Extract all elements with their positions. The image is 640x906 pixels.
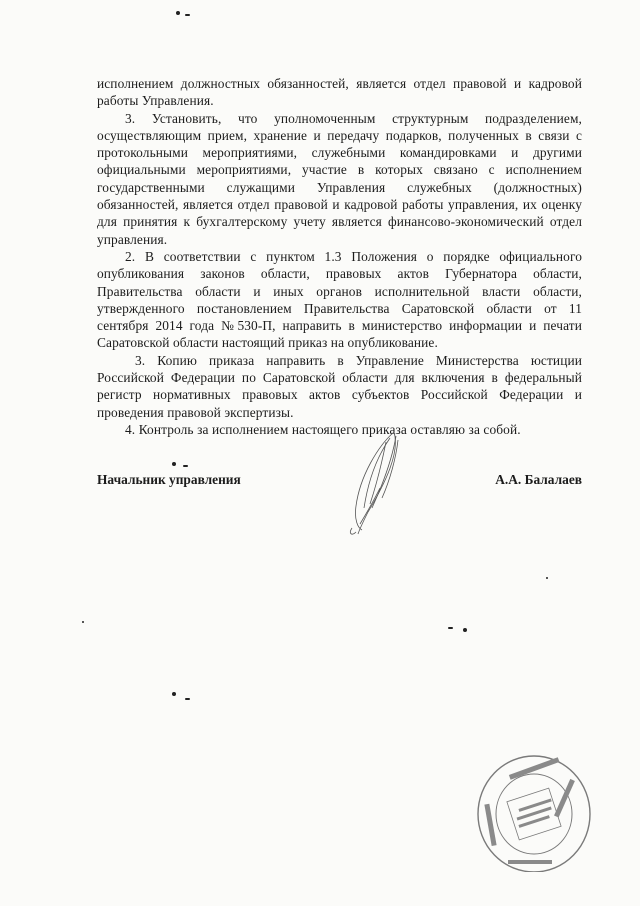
scan-speck bbox=[172, 462, 176, 466]
scan-speck bbox=[176, 11, 180, 15]
scan-speck bbox=[448, 627, 453, 629]
handwritten-signature bbox=[338, 428, 418, 538]
scan-speck bbox=[183, 465, 188, 467]
document-body bbox=[97, 75, 582, 438]
scan-speck bbox=[172, 692, 176, 696]
scan-speck bbox=[546, 577, 548, 579]
paragraph-publication: 2. В соответствии с пунктом 1.3 Положения о порядке официального опубликования законов области, правовых актов Губернатора области, Правительства области и иных органов исполнительной власти области, утвержденного постановлением Правительства Саратовской области от 11 сентября 2014 года №530-П, направить в министерство информации и печати Саратовской области настоящий приказ на опубликование. bbox=[97, 248, 582, 351]
paragraph-control: 4. Контроль за исполнением настоящего приказа оставляю за собой. bbox=[125, 421, 521, 437]
paragraph-justice-copy: 3. Копию приказа направить в Управление Министерства юстиции Российской Федерации по Саратовской области для включения в федеральный регистр нормативных правовых актов субъектов Российской Федерации и проведения правовой экспертизы. bbox=[97, 352, 582, 420]
signatory-name: А.А. Балалаев bbox=[495, 472, 582, 487]
scan-speck bbox=[463, 628, 467, 632]
scan-speck bbox=[185, 14, 190, 16]
paragraph-gift-unit: 3. Установить, что уполномоченным структурным подразделением, осуществляющим прием, хранение и передачу подарков, полученных в связи с протокольными мероприятиями, служебными командировками и другими официальными мероприятиями, участие в которых связано с исполнением государственными служащими Управления служебных (должностных) обязанностей, является отдел правовой и кадровой работы управления, их оценку для принятия к бухгалтерскому учету является финансово-экономический отдел управления. bbox=[97, 110, 582, 247]
official-stamp bbox=[468, 742, 592, 872]
paragraph-continuation: исполнением должностных обязанностей, является отдел правовой и кадровой работы Управления. bbox=[97, 76, 582, 109]
signatory-title: Начальник управления bbox=[97, 472, 241, 487]
scan-speck bbox=[82, 621, 84, 623]
scan-speck bbox=[185, 698, 190, 700]
